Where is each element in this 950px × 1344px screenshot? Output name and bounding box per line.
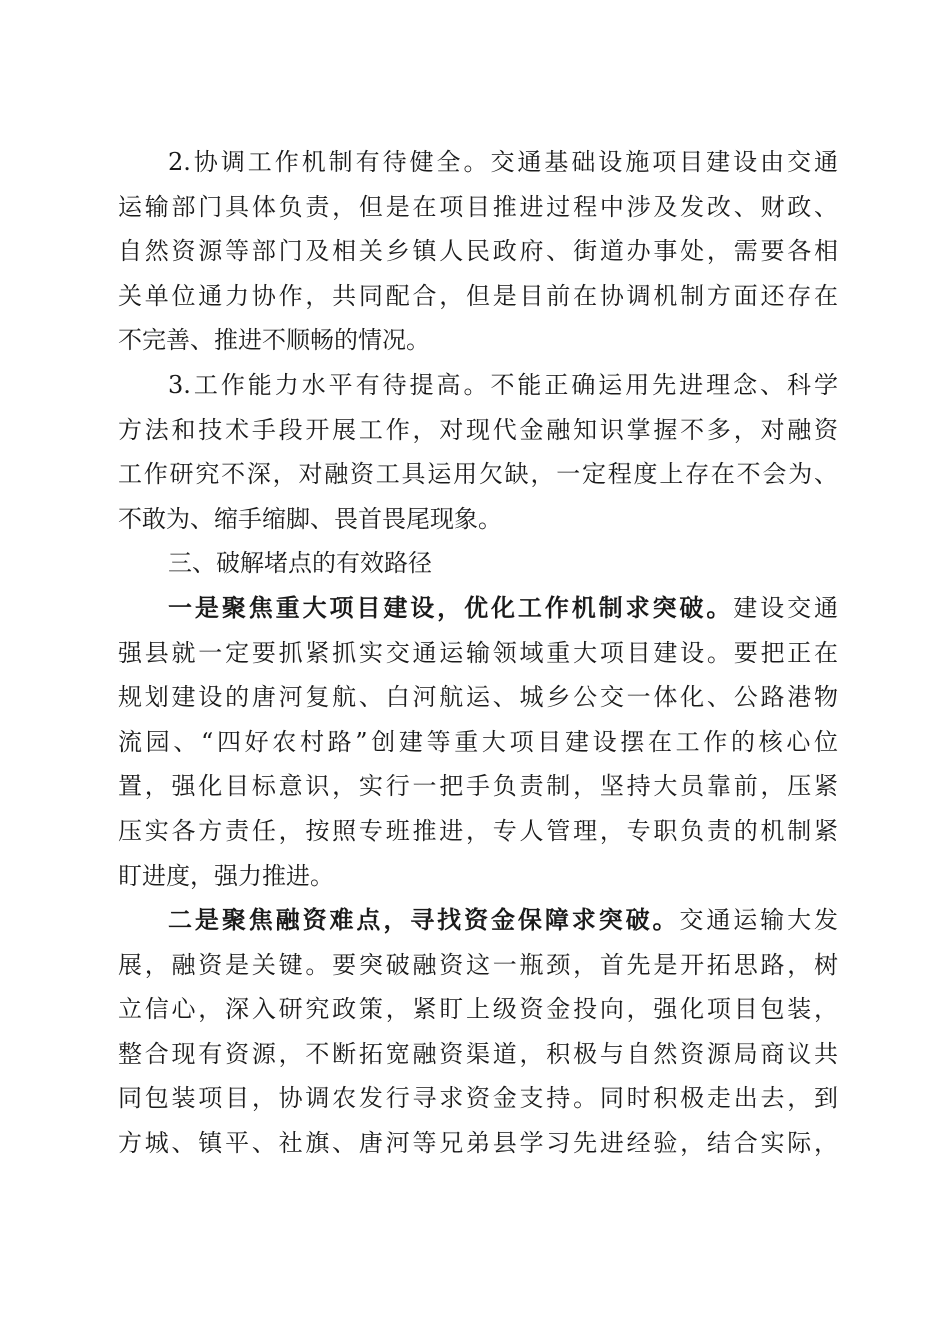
paragraph-coordination-mechanism [118, 140, 838, 363]
text-line: 不完善、推进不顺畅的情况。 [118, 326, 430, 355]
section-heading-text: 三、破解堵点的有效路径 [168, 549, 432, 578]
text-line: 展，融资是关键。要突破融资这一瓶颈，首先是开拓思路，树 [118, 950, 838, 979]
text-line: 置，强化目标意识，实行一把手负责制，坚持大员靠前，压紧 [118, 772, 838, 801]
text-line: 强县就一定要抓紧抓实交通运输领域重大项目建设。要把正在 [118, 638, 838, 667]
text-line: 不敢为、缩手缩脚、畏首畏尾现象。 [118, 504, 502, 533]
paragraph-financing [118, 898, 838, 1166]
text-line: 关单位通力协作，共同配合，但是目前在协调机制方面还存在 [118, 281, 838, 310]
text-line: 整合现有资源，不断拓宽融资渠道，积极与自然资源局商议共 [118, 1039, 838, 1068]
document-body [118, 140, 838, 1166]
section-heading [118, 541, 838, 586]
text-line: 3.工作能力水平有待提高。不能正确运用先进理念、科学 [168, 370, 838, 399]
text-line: 自然资源等部门及相关乡镇人民政府、街道办事处，需要各相 [118, 237, 838, 266]
text-line [118, 586, 838, 631]
lead-bold-text: 二是聚焦融资难点，寻找资金保障求突破。 [168, 906, 680, 935]
text-line [118, 898, 838, 943]
lead-bold-text: 一是聚焦重大项目建设，优化工作机制求突破。 [168, 593, 734, 622]
lead-rest-text: 建设交通 [733, 593, 838, 622]
text-line: 方城、镇平、社旗、唐河等兄弟县学习先进经验，结合实际， [118, 1129, 838, 1158]
text-line: 工作研究不深，对融资工具运用欠缺，一定程度上存在不会为、 [118, 460, 838, 489]
text-line: 同包装项目，协调农发行寻求资金支持。同时积极走出去，到 [118, 1084, 838, 1113]
text-line: 盯进度，强力推进。 [118, 861, 334, 890]
text-line: 规划建设的唐河复航、白河航运、城乡公交一体化、公路港物 [118, 683, 838, 712]
text-line: 运输部门具体负责，但是在项目推进过程中涉及发改、财政、 [118, 192, 838, 221]
lead-rest-text: 交通运输大发 [679, 906, 839, 935]
text-line: 立信心，深入研究政策，紧盯上级资金投向，强化项目包装， [118, 995, 838, 1024]
paragraph-work-capability [118, 363, 838, 541]
text-line: 方法和技术手段开展工作，对现代金融知识掌握不多，对融资 [118, 415, 838, 444]
paragraph-major-projects [118, 586, 838, 898]
text-line: 流园、“四好农村路”创建等重大项目建设摆在工作的核心位 [118, 727, 838, 756]
text-line: 压实各方责任，按照专班推进，专人管理，专职负责的机制紧 [118, 816, 838, 845]
text-line: 2.协调工作机制有待健全。交通基础设施项目建设由交通 [168, 148, 838, 176]
